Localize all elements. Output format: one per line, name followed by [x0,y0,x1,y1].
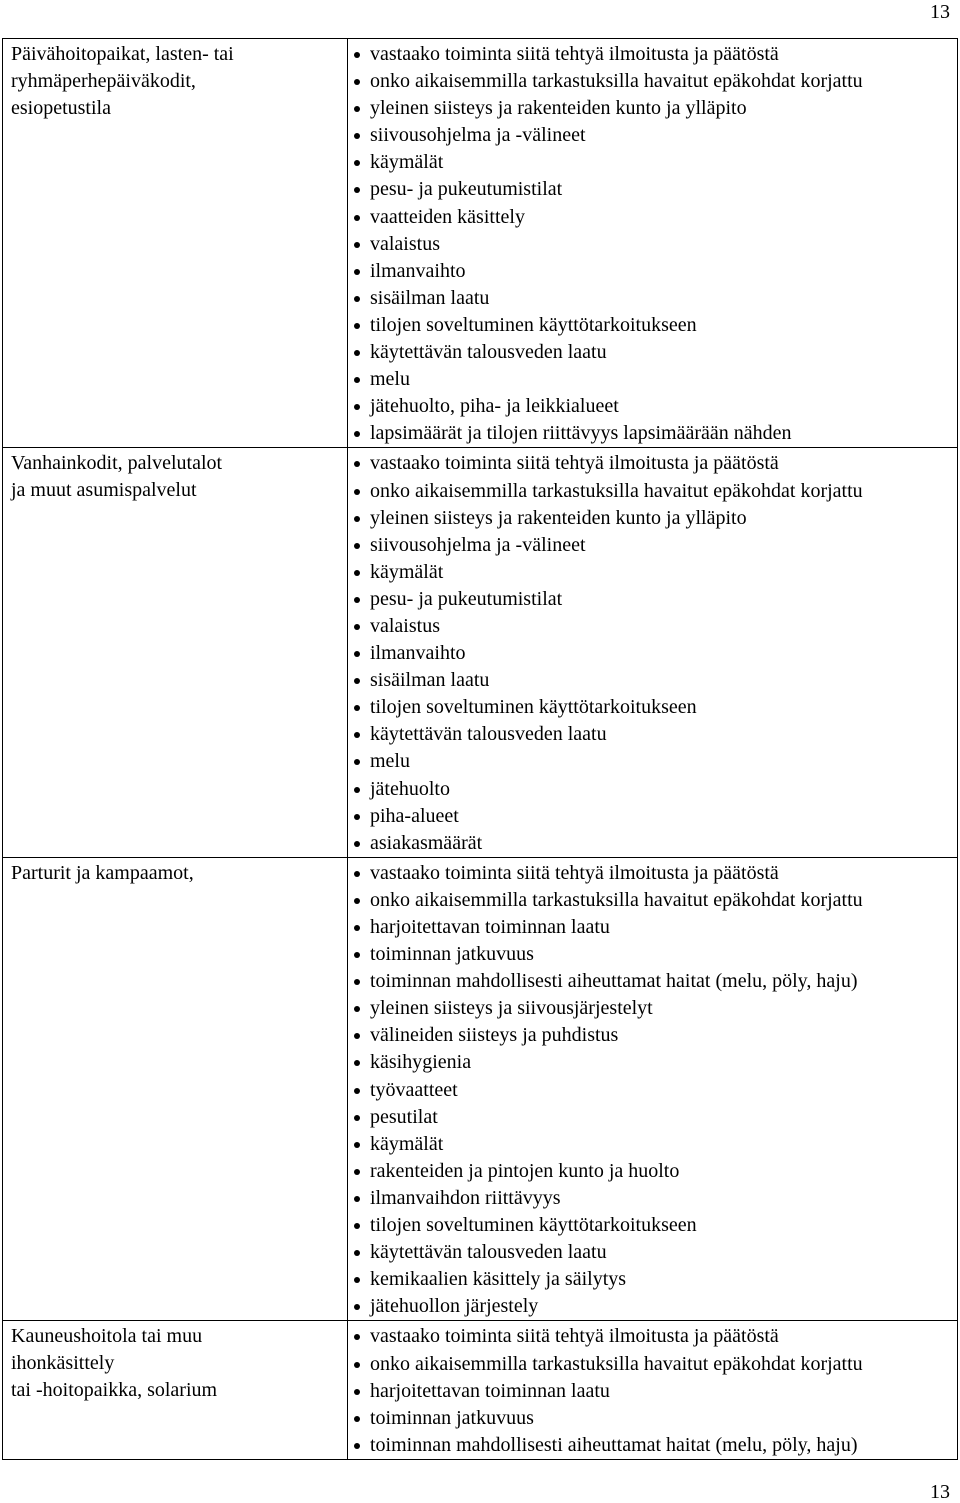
checklist-item: yleinen siisteys ja rakenteiden kunto ja ylläpito [350,505,957,532]
checklist-cell [348,1321,958,1459]
checklist [348,1323,957,1458]
checklist-item: piha-alueet [350,803,957,830]
checklist-item: käymälät [350,1131,957,1158]
page-number-bottom: 13 [930,1481,950,1503]
checklist-item: jätehuolto [350,776,957,803]
checklist-item: onko aikaisemmilla tarkastuksilla havaitut epäkohdat korjattu [350,478,957,505]
checklist-item: vastaako toiminta siitä tehtyä ilmoitusta ja päätöstä [350,41,957,68]
checklist-item: onko aikaisemmilla tarkastuksilla havaitut epäkohdat korjattu [350,887,957,914]
checklist-item: sisäilman laatu [350,667,957,694]
checklist-item: melu [350,748,957,775]
checklist-item: sisäilman laatu [350,285,957,312]
checklist-cell [348,857,958,1321]
checklist-item: toiminnan jatkuvuus [350,1405,957,1432]
checklist-item: työvaatteet [350,1077,957,1104]
checklist-item: kemikaalien käsittely ja säilytys [350,1266,957,1293]
checklist-item: harjoitettavan toiminnan laatu [350,1378,957,1405]
checklist-item: pesu- ja pukeutumistilat [350,586,957,613]
inspection-table-body [3,39,958,1460]
checklist-item: tilojen soveltuminen käyttötarkoitukseen [350,312,957,339]
checklist-cell [348,39,958,448]
category-cell [3,1321,348,1459]
checklist-item: ilmanvaihdon riittävyys [350,1185,957,1212]
section-row [3,857,958,1321]
category-label: Parturit ja kampaamot, [11,861,194,884]
checklist-item: valaistus [350,613,957,640]
checklist-item: toiminnan jatkuvuus [350,941,957,968]
checklist-item: käymälät [350,149,957,176]
checklist-item: onko aikaisemmilla tarkastuksilla havaitut epäkohdat korjattu [350,1351,957,1378]
checklist-item: lapsimäärät ja tilojen riittävyys lapsimäärään nähden [350,420,957,447]
checklist-cell [348,448,958,857]
checklist-item: ilmanvaihto [350,258,957,285]
category-label: Päivähoitopaikat, lasten- tai ryhmäperhepäiväkodit, esiopetustila [11,43,234,119]
checklist-item: toiminnan mahdollisesti aiheuttamat haitat (melu, pöly, haju) [350,1432,957,1459]
checklist [348,450,957,856]
section-row [3,448,958,857]
checklist-item: käymälät [350,559,957,586]
checklist-item: jätehuollon järjestely [350,1293,957,1320]
category-cell [3,39,348,448]
checklist-item: onko aikaisemmilla tarkastuksilla havaitut epäkohdat korjattu [350,68,957,95]
checklist [348,860,957,1321]
checklist-item: valaistus [350,231,957,258]
checklist-item: jätehuolto, piha- ja leikkialueet [350,393,957,420]
checklist-item: käsihygienia [350,1049,957,1076]
section-row [3,39,958,448]
checklist-item: ilmanvaihto [350,640,957,667]
checklist-item: vastaako toiminta siitä tehtyä ilmoitusta ja päätöstä [350,860,957,887]
checklist-item: yleinen siisteys ja siivousjärjestelyt [350,995,957,1022]
category-cell [3,448,348,857]
checklist-item: pesutilat [350,1104,957,1131]
section-row [3,1321,958,1459]
checklist-item: yleinen siisteys ja rakenteiden kunto ja ylläpito [350,95,957,122]
checklist-item: toiminnan mahdollisesti aiheuttamat haitat (melu, pöly, haju) [350,968,957,995]
category-label: Vanhainkodit, palvelutalot ja muut asumispalvelut [11,452,223,502]
checklist-item: pesu- ja pukeutumistilat [350,176,957,203]
checklist-item: tilojen soveltuminen käyttötarkoitukseen [350,1212,957,1239]
checklist [348,41,957,447]
checklist-item: vaatteiden käsittely [350,204,957,231]
checklist-item: rakenteiden ja pintojen kunto ja huolto [350,1158,957,1185]
category-label: Kauneushoitola tai muu ihonkäsittely tai -hoitopaikka, solarium [11,1325,218,1402]
inspection-table [2,38,958,1460]
checklist-item: vastaako toiminta siitä tehtyä ilmoitusta ja päätöstä [350,450,957,477]
checklist-item: melu [350,366,957,393]
checklist-item: käytettävän talousveden laatu [350,1239,957,1266]
category-cell [3,857,348,1321]
checklist-item: välineiden siisteys ja puhdistus [350,1022,957,1049]
checklist-item: käytettävän talousveden laatu [350,339,957,366]
checklist-item: siivousohjelma ja -välineet [350,122,957,149]
checklist-item: siivousohjelma ja -välineet [350,532,957,559]
checklist-item: vastaako toiminta siitä tehtyä ilmoitusta ja päätöstä [350,1323,957,1350]
checklist-item: käytettävän talousveden laatu [350,721,957,748]
checklist-item: tilojen soveltuminen käyttötarkoitukseen [350,694,957,721]
checklist-item: harjoitettavan toiminnan laatu [350,914,957,941]
page-number-top: 13 [930,1,950,23]
checklist-item: asiakasmäärät [350,830,957,857]
